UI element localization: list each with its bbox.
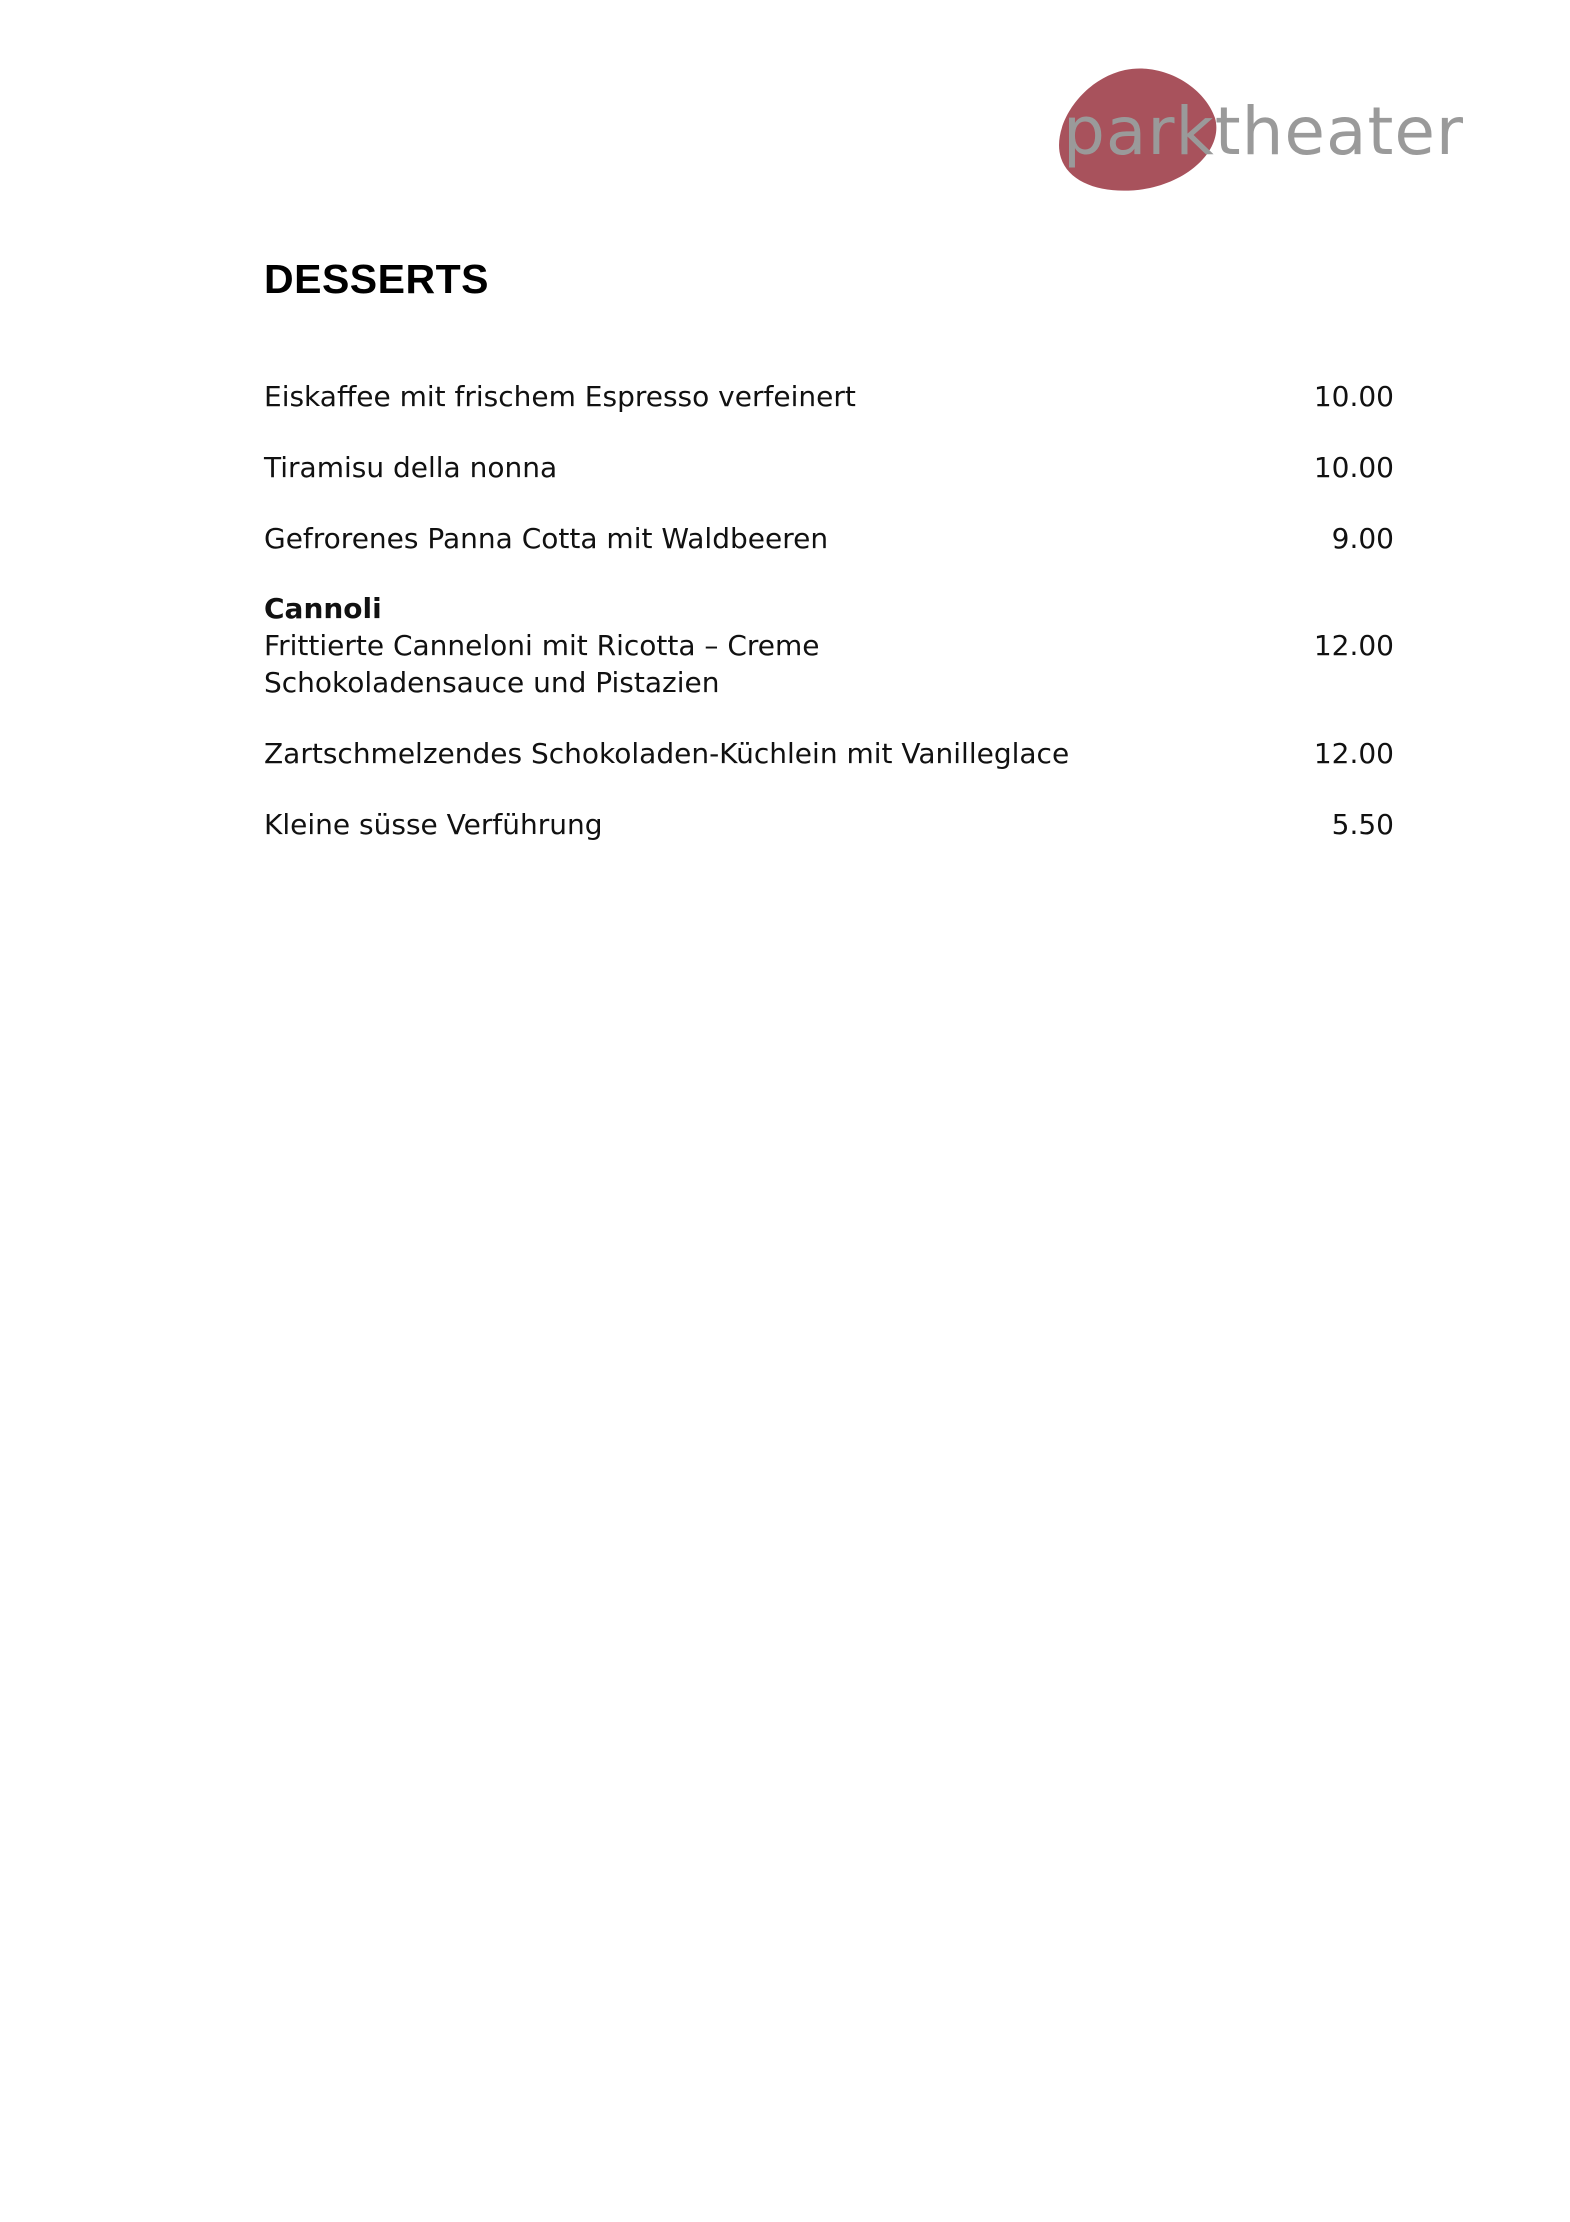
menu-item-title: Cannoli <box>264 592 382 625</box>
menu-item <box>264 378 1394 415</box>
menu-item-description: Schokoladensauce und Pistazien <box>264 666 720 699</box>
menu-item <box>264 520 1394 557</box>
menu-item-price: 12.00 <box>1313 737 1394 770</box>
menu-item-cannoli <box>264 591 1394 701</box>
menu-item-name: Tiramisu della nonna <box>264 451 558 484</box>
menu-item-price: 10.00 <box>1313 380 1394 413</box>
menu-item-price: 12.00 <box>1313 629 1394 662</box>
menu-item-price: 9.00 <box>1331 522 1394 555</box>
menu-item <box>264 735 1394 772</box>
menu-item-price: 10.00 <box>1313 451 1394 484</box>
menu-item-name: Gefrorenes Panna Cotta mit Waldbeeren <box>264 522 829 555</box>
menu-item-description: Frittierte Canneloni mit Ricotta – Creme <box>264 629 820 662</box>
parktheater-logo <box>1055 68 1465 194</box>
menu-item-name: Zartschmelzendes Schokoladen-Küchlein mit Vanilleglace <box>264 737 1070 770</box>
logo-graphic <box>1055 68 1465 194</box>
menu-item-price: 5.50 <box>1331 808 1394 841</box>
logo-text: parktheater <box>1063 93 1465 170</box>
menu-item-name: Eiskaffee mit frischem Espresso verfeinert <box>264 380 856 413</box>
dessert-menu <box>264 378 1394 843</box>
menu-item-name: Kleine süsse Verführung <box>264 808 603 841</box>
section-title: DESSERTS <box>264 256 489 302</box>
menu-item <box>264 806 1394 843</box>
menu-item <box>264 449 1394 486</box>
